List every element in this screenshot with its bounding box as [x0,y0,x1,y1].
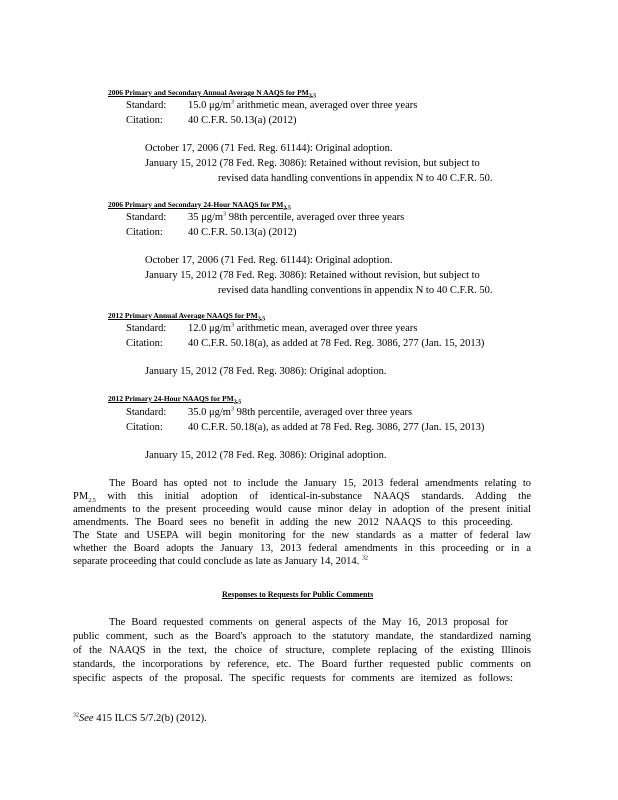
responses-heading: Responses to Requests for Public Comments [222,590,374,599]
history-entry: revised data handling conventions in appendix N to 40 C.F.R. 50. [218,173,493,184]
footnote: $^{32}$See 415 ILCS 5/7.2(b) (2012). [73,712,207,724]
history-entry: January 15, 2012 (78 Fed. Reg. 3086): Retained without revision, but subject to [145,270,480,281]
paragraph-line: amendments to the present proceeding would cause minor delay in adoption of the present initial [73,504,531,515]
paragraph-line: The Board requested comments on general aspects of the May 16, 2013 proposal for [109,617,508,628]
paragraph-line: $PM_{2.5}$ with this initial adoption of identical-in-substance NAAQS standards. Adding the [73,491,531,505]
paragraph-line: public comment, such as the Board's approach to the statutory mandate, the standardized naming [73,631,531,642]
standard-line: Standard: 35.0 $\mu g/m^3$ 98th percentile, averaged over three years [126,406,413,418]
citation-line: Citation: 40 C.F.R. 50.13(a) (2012) [126,227,297,238]
paragraph-line: standards, the incorporations by reference, etc. The Board further requested public comments on [73,659,531,670]
citation-line: Citation: 40 C.F.R. 50.18(a), as added at 78 Fed. Reg. 3086, 277 (Jan. 15, 2013) [126,422,485,433]
section-heading: 2006 Primary and Secondary 24-Hour NAAQS for $PM_{2.5}$ [108,200,291,212]
history-entry: October 17, 2006 (71 Fed. Reg. 61144): Original adoption. [145,143,393,154]
paragraph-line: amendments. The Board sees no benefit in adding the new 2012 NAAQS to this proceeding. [73,517,513,528]
paragraph-line: whether the Board adopts the January 13, 2013 federal amendments in this proceeding or in a [73,543,531,554]
paragraph-line: of the NAAQS in the text, the choice of structure, complete replacing of the existing Illinois [73,645,531,656]
history-entry: January 15, 2012 (78 Fed. Reg. 3086): Original adoption. [145,450,387,461]
paragraph-line: separate proceeding that could conclude as late as January 14, 2014. $^{32}$ [73,555,368,567]
history-entry: revised data handling conventions in appendix N to 40 C.F.R. 50. [218,285,493,296]
history-entry: October 17, 2006 (71 Fed. Reg. 61144): Original adoption. [145,255,393,266]
footnote-ref[interactable]: 32 [361,555,368,562]
paragraph-line: The State and USEPA will begin monitoring for the new standards as a matter of federal law [73,530,531,541]
section-heading: 2012 Primary 24-Hour NAAQS for $PM_{2.5}$ [108,394,242,406]
standard-line: Standard: 12.0 $\mu g/m^3$ arithmetic mean, averaged over three years [126,322,418,334]
history-entry: January 15, 2012 (78 Fed. Reg. 3086): Original adoption. [145,366,387,377]
standard-line: Standard: 15.0 $\mu g/m^3$ arithmetic mean, averaged over three years [126,99,418,111]
standard-line: Standard: 35 $\mu g/m^3$ 98th percentile, averaged over three years [126,211,405,223]
paragraph-line: The Board has opted not to include the January 15, 2013 federal amendments relating to [109,478,531,489]
paragraph-line: specific aspects of the proposal. The specific requests for comments are itemized as follows: [73,673,513,684]
section-heading: 2006 Primary and Secondary Annual Average N AAQS for $PM_{2.5}$ [108,88,317,100]
section-heading: 2012 Primary Annual Average NAAQS for $PM_{2.5}$ [108,311,266,323]
citation-line: Citation: 40 C.F.R. 50.13(a) (2012) [126,115,297,126]
citation-line: Citation: 40 C.F.R. 50.18(a), as added at 78 Fed. Reg. 3086, 277 (Jan. 15, 2013) [126,338,485,349]
history-entry: January 15, 2012 (78 Fed. Reg. 3086): Retained without revision, but subject to [145,158,480,169]
